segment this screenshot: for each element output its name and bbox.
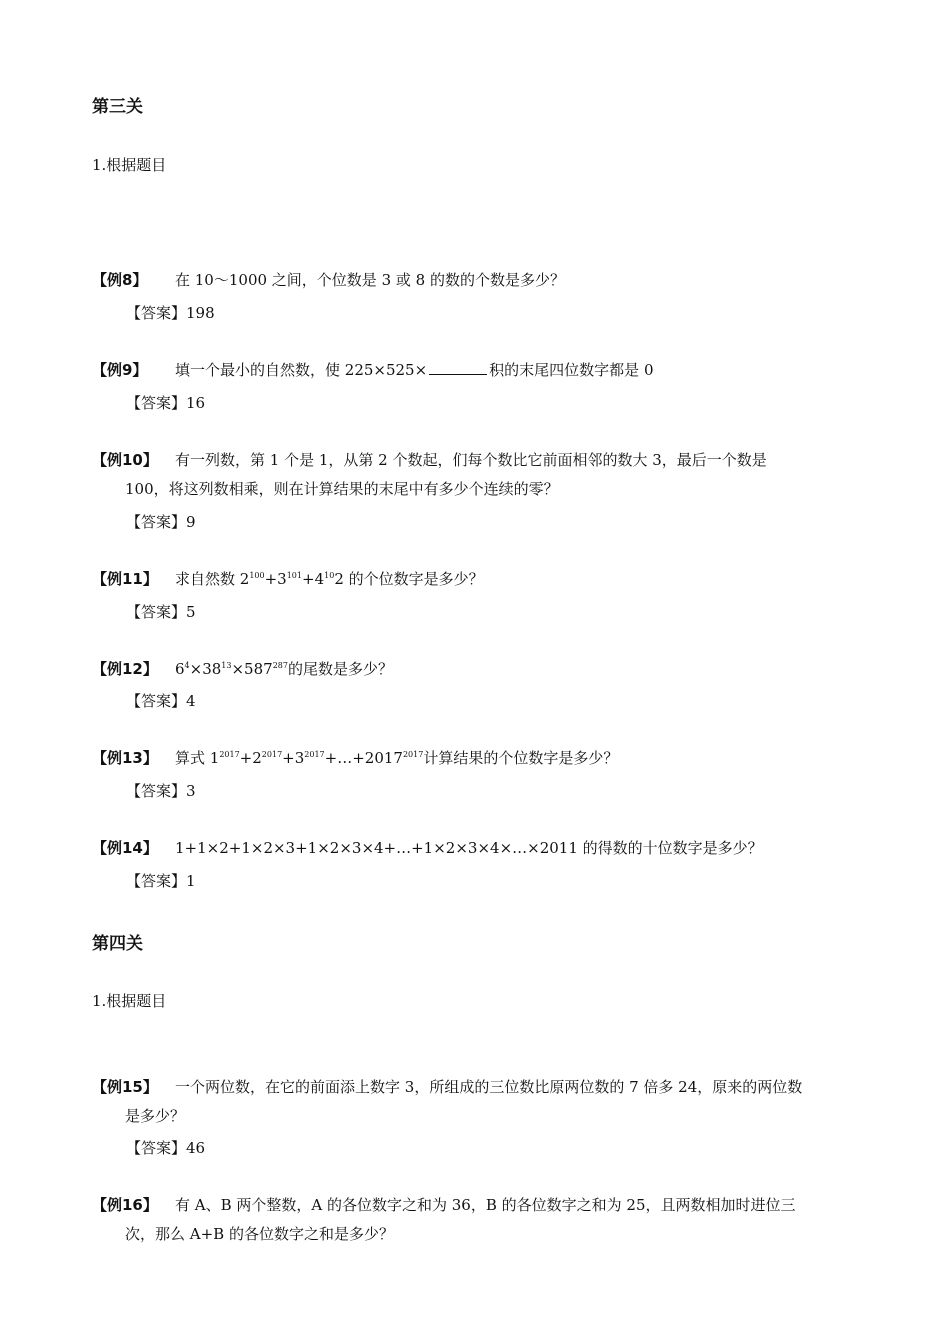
q-text: 计算结果的个位数字是多少？ (423, 749, 619, 767)
example-question-line2: 100，将这列数相乘，则在计算结果的末尾中有多少个连续的零？ (125, 480, 559, 498)
q-text: +3 (282, 749, 305, 767)
q-text: ×587 (231, 660, 273, 678)
q-text: +4 (302, 570, 325, 588)
q-exponent: 4 (184, 661, 190, 670)
example-question-line2: 次，那么 A+B 的各位数字之和是多少？ (125, 1225, 394, 1243)
fill-blank (429, 360, 487, 375)
q-exponent: 2017 (261, 750, 283, 759)
example-question-line1: 有 A、B 两个整数，A 的各位数字之和为 36，B 的各位数字之和为 25，且两数相加时进位三 (175, 1196, 796, 1214)
q-exponent: 101 (286, 571, 302, 580)
example-tag: 【例14】 (92, 839, 158, 857)
example-question-before: 填一个最小的自然数，使 225×525× (175, 361, 428, 379)
example-question-line1: 有一列数，第 1 个是 1，从第 2 个数起，们每个数比它前面相邻的数大 3，最后一个数是 (175, 451, 767, 469)
example-14-answer: 【答案】1 (126, 872, 196, 890)
q-text: 6 (175, 660, 185, 678)
example-16 (92, 1191, 872, 1249)
example-10-answer: 【答案】9 (126, 513, 196, 531)
example-tag: 【例10】 (92, 451, 158, 469)
q-text: 2 的个位数字是多少？ (334, 570, 484, 588)
example-11-answer: 【答案】5 (126, 603, 196, 621)
example-12 (92, 655, 872, 684)
q-exponent: 287 (272, 661, 288, 670)
section-subtitle-4: 1.根据题目 (92, 992, 167, 1010)
example-question-line1: 一个两位数，在它的前面添上数字 3，所组成的三位数比原两位数的 7 倍多 24，原来的两位数 (175, 1078, 803, 1096)
q-text: +2 (239, 749, 262, 767)
example-question: 1+1×2+1×2×3+1×2×3×4+…+1×2×3×4×…×2011 的得数的十位数字是多少？ (175, 839, 763, 857)
example-tag: 【例11】 (92, 570, 158, 588)
example-11 (92, 565, 872, 594)
q-exponent: 100 (249, 571, 265, 580)
example-tag: 【例16】 (92, 1196, 158, 1214)
example-question: 在 10～1000 之间，个位数是 3 或 8 的数的个数是多少？ (175, 271, 565, 289)
example-9 (92, 356, 872, 385)
q-text: +3 (264, 570, 287, 588)
example-tag: 【例12】 (92, 660, 158, 678)
example-tag: 【例9】 (92, 361, 148, 379)
q-exponent: 2017 (402, 750, 424, 759)
example-8 (92, 266, 872, 295)
example-8-answer: 【答案】198 (126, 304, 215, 322)
section-title-4: 第四关 (92, 934, 143, 954)
q-exponent: 13 (221, 661, 232, 670)
q-text: 算式 1 (175, 749, 220, 767)
example-15 (92, 1073, 872, 1131)
q-text: 的尾数是多少？ (287, 660, 393, 678)
example-9-answer: 【答案】16 (126, 394, 206, 412)
example-tag: 【例13】 (92, 749, 158, 767)
example-tag: 【例8】 (92, 271, 148, 289)
section-title-3: 第三关 (92, 97, 143, 117)
q-text: ×38 (189, 660, 222, 678)
example-15-answer: 【答案】46 (126, 1139, 206, 1157)
example-tag: 【例15】 (92, 1078, 158, 1096)
example-question-line2: 是多少？ (125, 1107, 186, 1125)
example-12-answer: 【答案】4 (126, 692, 196, 710)
q-text: 求自然数 2 (175, 570, 250, 588)
example-10 (92, 446, 872, 504)
example-13-answer: 【答案】3 (126, 782, 196, 800)
q-exponent: 10 (324, 571, 335, 580)
example-13 (92, 744, 872, 773)
example-question-after: 积的末尾四位数字都是 0 (489, 361, 654, 379)
section-subtitle-3: 1.根据题目 (92, 156, 167, 174)
example-14 (92, 834, 872, 863)
q-exponent: 2017 (304, 750, 325, 759)
q-exponent: 2017 (219, 750, 240, 759)
q-text: +…+2017 (324, 749, 403, 767)
